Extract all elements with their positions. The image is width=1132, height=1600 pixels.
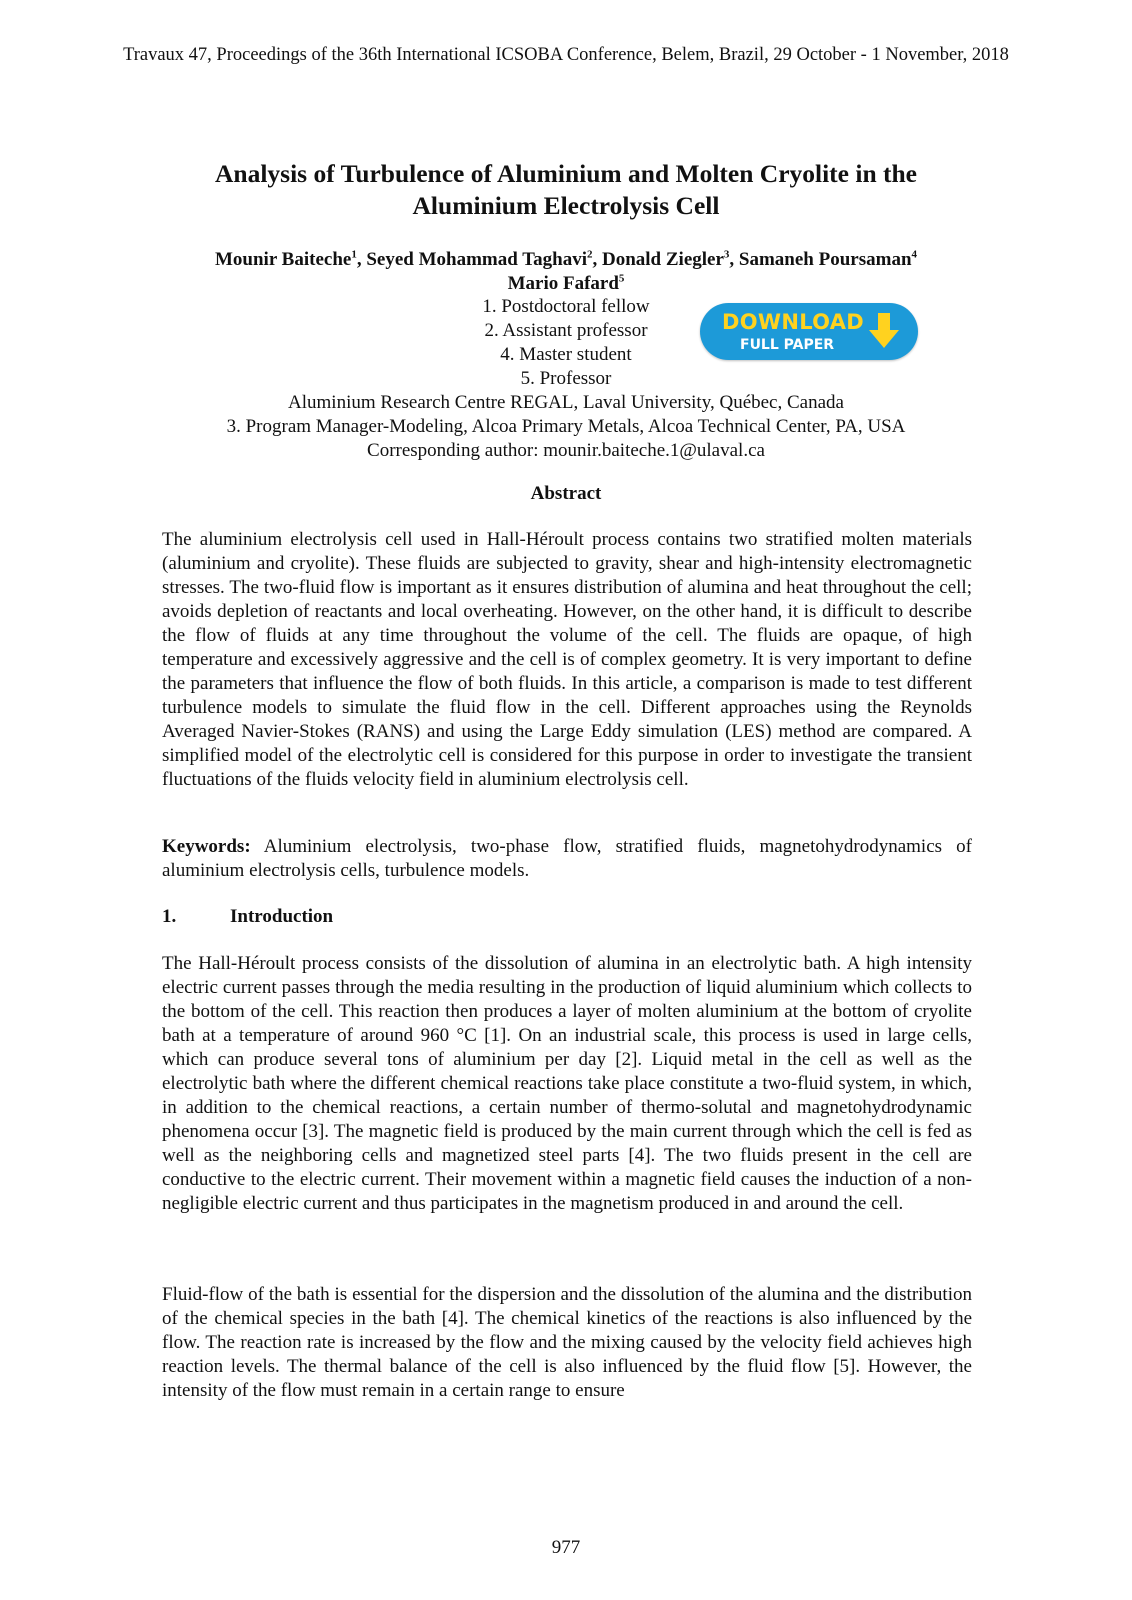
affiliation-line: Aluminium Research Centre REGAL, Laval University, Québec, Canada [288, 392, 844, 413]
keywords-label: Keywords: [162, 836, 251, 857]
author-list [60, 248, 1072, 296]
title-line-1: Analysis of Turbulence of Aluminium and Molten Cryolite in the [214, 159, 918, 188]
download-arrow-icon [869, 313, 899, 349]
author-name: Mario Fafard [507, 273, 619, 294]
author-line-1: Mounir Baiteche$^1$, Seyed Mohammad Taghavi$^2$, Donald Ziegler$^3$, Samaneh Poursaman$^4$ [214, 248, 918, 270]
author-name: Donald Ziegler [601, 249, 724, 270]
affiliations [60, 295, 1072, 463]
keywords-text: Aluminium electrolysis, two-phase flow, stratified fluids, magnetohydrodynamics of aluminium electrolysis cells, turbulence models. [162, 836, 973, 881]
paper-title [110, 158, 1022, 222]
intro-paragraph-1: The Hall-Héroult process consists of the dissolution of alumina in an electrolytic bath. A high intensity electric current passes through the media resulting in the production of liquid aluminium which collects to the bottom of the cell. This reaction then produces a layer of molten aluminium at the bottom of cryolite bath at a temperature of around 960 °C [1]. On an industrial scale, this process is used in large cells, which can produce several tons of aluminium per day [2]. Liquid metal in the cell as well as the electrolytic bath where the different chemical reactions take place constitute a two-fluid system, in which, in addition to the chemical reactions, a certain number of thermo-solutal and magnetohydrodynamic phenomena occur [3]. The magnetic field is produced by the main current through which the cell is fed as well as the neighboring cells and magnetized steel parts [4]. The two fluids present in the cell are conductive to the electric current. Their movement within a magnetic field causes the induction of a non-negligible electric current and thus participates in the magnetism produced in and around the cell. [162, 953, 972, 1214]
keywords-paragraph [162, 835, 972, 883]
title-line-2: Aluminium Electrolysis Cell [412, 191, 720, 220]
abstract-text: The aluminium electrolysis cell used in Hall-Héroult process contains two stratified molten materials (aluminium and cryolite). These fluids are subjected to gravity, shear and high-intensity electromagnetic stresses. The two-fluid flow is important as it ensures distribution of alumina and heat throughout the cell; avoids depletion of reactants and local overheating. However, on the other hand, it is difficult to describe the flow of fluids at any time throughout the volume of the cell. The fluids are opaque, of high temperature and excessively aggressive and the cell is of complex geometry. It is very important to define the parameters that influence the flow of both fluids. In this article, a comparison is made to test different turbulence models to simulate the fluid flow in the cell. Different approaches using the Reynolds Averaged Navier-Stokes (RANS) and using the Large Eddy simulation (LES) method are compared. A simplified model of the electrolytic cell is considered for this purpose in order to investigate the transient fluctuations of the fluids velocity field in aluminium electrolysis cell. [162, 529, 972, 790]
affiliation-line: 5. Professor [520, 368, 612, 389]
author-affil-mark: 4 [911, 248, 918, 261]
affiliation-line: 2. Assistant professor [484, 320, 648, 341]
page-number: 977 [551, 1537, 581, 1558]
author-name: Seyed Mohammad Taghavi [366, 249, 587, 270]
author-line-2 [60, 272, 1072, 296]
corresponding-author: Corresponding author: mounir.baiteche.1@ulaval.ca [367, 440, 765, 461]
author-name: Samaneh Poursaman [738, 249, 912, 270]
conference-header: Travaux 47, Proceedings of the 36th International ICSOBA Conference, Belem, Brazil, 29 October - 1 November, 2018 [123, 45, 1009, 65]
section-number: 1. [162, 906, 177, 927]
author-name: Mounir Baiteche [214, 249, 352, 270]
author-affil-mark: 1 [351, 248, 357, 261]
author-affil-mark: 5 [618, 272, 625, 285]
author-affil-mark: 3 [723, 248, 730, 261]
full-paper-label: FULL PAPER [740, 337, 835, 353]
affiliation-line: 1. Postdoctoral fellow [482, 296, 650, 317]
abstract-heading: Abstract [530, 483, 602, 504]
author-affil-mark: 2 [586, 248, 593, 261]
download-label: DOWNLOAD [722, 310, 865, 334]
affiliation-line: 3. Program Manager-Modeling, Alcoa Primary Metals, Alcoa Technical Center, PA, USA [226, 416, 906, 437]
affiliation-line: 4. Master student [500, 344, 632, 365]
section-title: Introduction [230, 906, 334, 927]
download-full-paper-button[interactable] [700, 303, 918, 360]
section-heading [162, 906, 333, 928]
intro-paragraph-2: Fluid-flow of the bath is essential for the dispersion and the dissolution of the alumina and the distribution of the chemical species in the bath [4]. The chemical kinetics of the reactions is also influenced by the flow. The reaction rate is increased by the flow and the mixing caused by the velocity field achieves high reaction levels. The thermal balance of the cell is also influenced by the fluid flow [5]. However, the intensity of the flow must remain in a certain range to ensure [162, 1284, 972, 1401]
